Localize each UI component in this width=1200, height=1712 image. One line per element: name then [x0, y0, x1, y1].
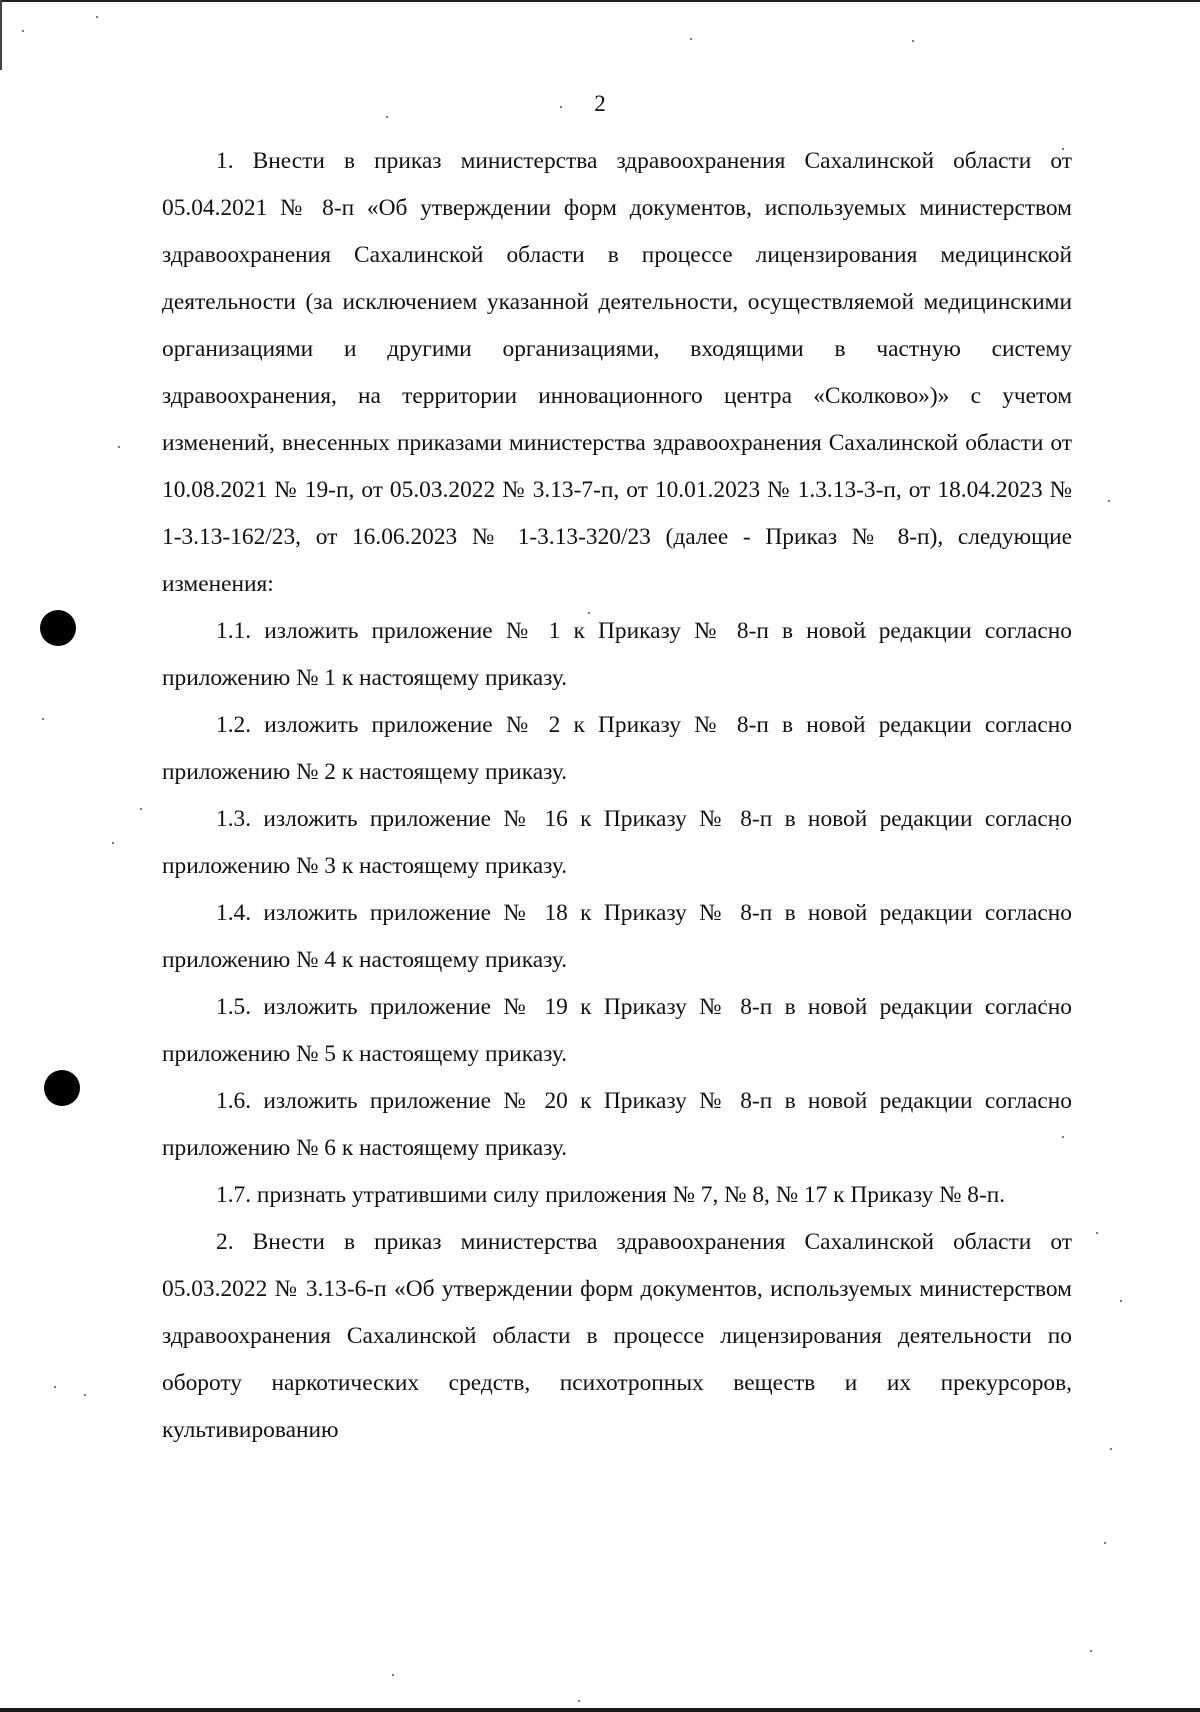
paragraph-1-7: 1.7. признать утратившими силу приложения № 7, № 8, № 17 к Приказу № 8-п. — [216, 1182, 1006, 1208]
paragraph-1-4: 1.4. изложить приложение № 18 к Приказу № 8-п в новой редакции согласно приложению № 4 к настоящему приказу. — [162, 900, 1072, 973]
paragraph-1-1: 1.1. изложить приложение № 1 к Приказу № 8-п в новой редакции согласно приложению № 1 к настоящему приказу. — [162, 618, 1072, 691]
paragraph-1: 1. Внести в приказ министерства здравоохранения Сахалинской области от 05.04.2021 № 8-п «Об утверждении форм документов, используемых министерством здравоохранения Сахалинской области в процессе лицензирования медицинской деятельности (за исключением указанной деятельности, осуществляемой медицинскими организациями и другими организациями, входящими в частную систему здравоохранения, на территории инновационного центра «Сколково»)» с учетом изменений, внесенных приказами министерства здравоохранения Сахалинской области от 10.08.2021 № 19-п, от 05.03.2022 № 3.13-7-п, от 10.01.2023 № 1.3.13-3-п, от 18.04.2023 № 1-3.13-162/23, от 16.06.2023 № 1-3.13-320/23 (далее - Приказ № 8-п), следующие изменения: — [162, 148, 1072, 597]
paragraph-1-3: 1.3. изложить приложение № 16 к Приказу № 8-п в новой редакции согласно приложению № 3 к настоящему приказу. — [162, 806, 1072, 879]
paragraph-1-5: 1.5. изложить приложение № 19 к Приказу № 8-п в новой редакции согласно приложению № 5 к настоящему приказу. — [162, 994, 1072, 1067]
scan-edge-bottom — [0, 1708, 1200, 1712]
page-number: 2 — [594, 91, 606, 116]
paragraph-2: 2. Внести в приказ министерства здравоохранения Сахалинской области от 05.03.2022 № 3.13-6-п «Об утверждении форм документов, используемых министерством здравоохранения Сахалинской области в процессе лицензирования деятельности по обороту наркотических средств, психотропных веществ и их прекурсоров, культивированию — [162, 1229, 1072, 1443]
document-body — [162, 138, 1072, 1454]
paragraph-1-2: 1.2. изложить приложение № 2 к Приказу № 8-п в новой редакции согласно приложению № 2 к настоящему приказу. — [162, 712, 1072, 785]
punch-hole-lower — [44, 1070, 80, 1106]
scan-edge-left — [0, 0, 2, 70]
punch-hole-upper — [40, 610, 76, 646]
scan-edge-top — [0, 0, 1200, 2]
paragraph-1-6: 1.6. изложить приложение № 20 к Приказу № 8-п в новой редакции согласно приложению № 6 к настоящему приказу. — [162, 1088, 1072, 1161]
